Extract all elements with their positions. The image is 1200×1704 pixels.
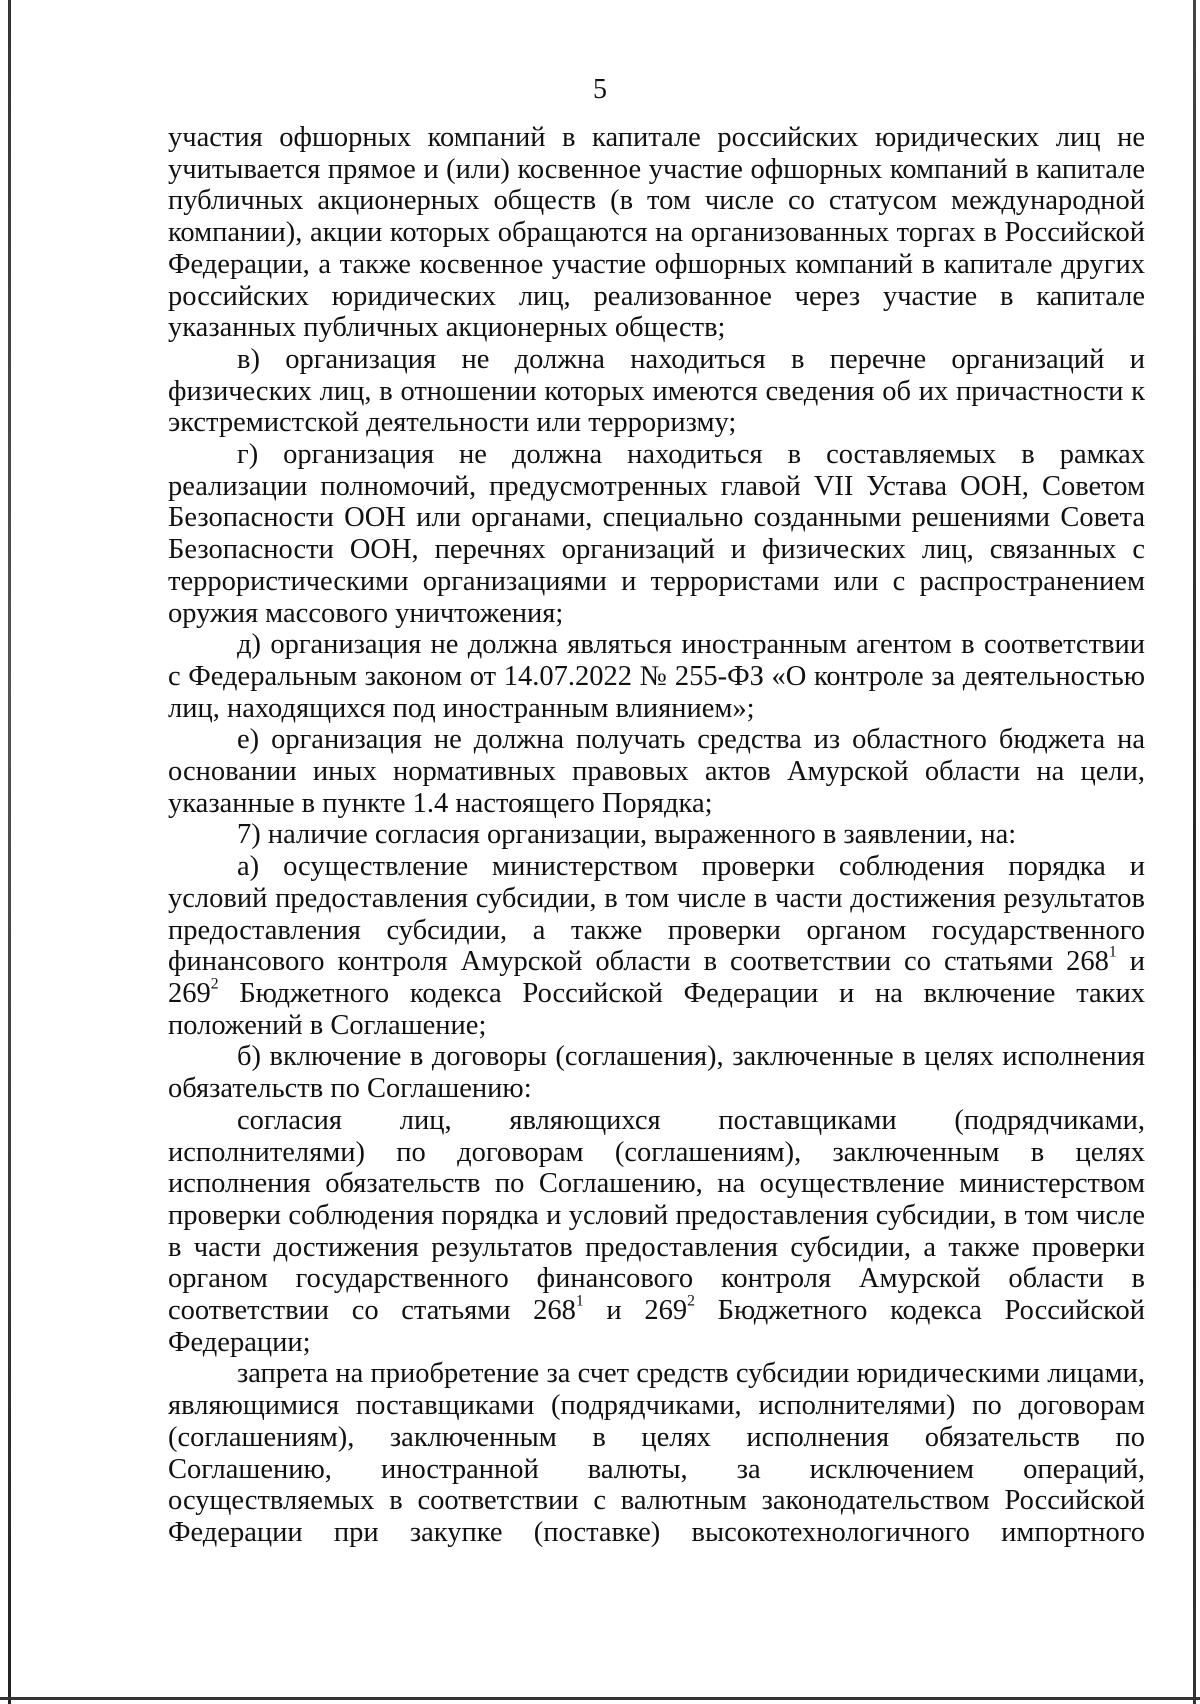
superscript-2: 2 xyxy=(210,975,219,993)
paragraph-offshore-continuation: участия офшорных компаний в капитале российских юридических лиц не учитывается прямое и (или) косвенное участие офшорных компаний в капитале публичных акционерных обществ (в том числе со статусом международной компании), акции которых обращаются на организованных торгах в Российской Федерации, а также косвенное участие офшорных компаний в капитале других российских юридических лиц, реализованное через участие в капитале указанных публичных акционерных обществ; xyxy=(168,122,1145,344)
paragraph-item-g: г) организация не должна находиться в составляемых в рамках реализации полномочий, предусмотренных главой VII Устава ООН, Советом Безопасности ООН или органами, специально созданными решениями Совета Безопасности ООН, перечнях организаций и физических лиц, связанных с террористическими организациями и террористами или с распространением оружия массового уничтожения; xyxy=(168,439,1145,629)
scan-border-right xyxy=(1193,0,1196,1704)
paragraph-item-e: е) организация не должна получать средства из областного бюджета на основании иных нормативных правовых актов Амурской области на цели, указанные в пункте 1.4 настоящего Порядка; xyxy=(168,724,1145,819)
paragraph-currency-ban: запрета на приобретение за счет средств субсидии юридическими лицами, являющимися поставщиками (подрядчиками, исполнителями) по договорам (соглашениям), заключенным в целях исполнения обязательств по Соглашению, иностранной валюты, за исключением операций, осуществляемых в соответствии с валютным законодательством Российской Федерации при закупке (поставке) высокотехнологичного импортного xyxy=(168,1358,1145,1548)
paragraph-consent xyxy=(168,1105,1145,1359)
paragraph-item-v: в) организация не должна находиться в перечне организаций и физических лиц, в отношении которых имеются сведения об их причастности к экстремистской деятельности или терроризму; xyxy=(168,343,1145,439)
page-number: 5 xyxy=(593,74,607,105)
paragraph-item-a xyxy=(168,851,1145,1041)
paragraph-consent-text-1: согласия лиц, являющихся поставщиками (подрядчиками, исполнителями) по договорам (соглашениям), заключенным в целях исполнения обязательств по Соглашению, на осуществление министерством проверки соблюдения порядка и условий предоставления субсидии, в том числе в части достижения результатов предоставления субсидии, а также проверки органом государственного финансового контроля Амурской области в соответствии со статьями 268 xyxy=(168,1104,1145,1327)
paragraph-item-7: 7) наличие согласия организации, выраженного в заявлении, на: xyxy=(237,819,1017,851)
superscript-1: 1 xyxy=(575,1292,584,1310)
scan-border-bottom xyxy=(0,1697,1200,1700)
paragraph-item-a-text-3: Бюджетного кодекса Российской Федерации и на включение таких положений в Соглашение; xyxy=(168,977,1145,1041)
superscript-2: 2 xyxy=(687,1292,695,1310)
paragraph-item-b: б) включение в договоры (соглашения), заключенные в целях исполнения обязательств по Соглашению: xyxy=(168,1041,1145,1105)
paragraph-consent-text-3: Бюджетного кодекса Российской Федерации; xyxy=(168,1295,1145,1358)
paragraph-item-a-text-2: и 269 xyxy=(168,946,1145,1009)
document-body xyxy=(168,122,1145,1549)
paragraph-consent-text-2: и 269 xyxy=(583,1295,688,1327)
scan-border-left xyxy=(8,0,11,1704)
superscript-1: 1 xyxy=(1108,943,1117,961)
paragraph-item-d: д) организация не должна являться иностранным агентом в соответствии с Федеральным законом от 14.07.2022 № 255-ФЗ «О контроле за деятельностью лиц, находящихся под иностранным влиянием»; xyxy=(168,629,1145,724)
paragraph-item-a-text-1: а) осуществление министерством проверки соблюдения порядка и условий предоставления субсидии, в том числе в части достижения результатов предоставления субсидии, а также проверки органом государственного финансового контроля Амурской области в соответствии со статьями 268 xyxy=(168,851,1145,978)
